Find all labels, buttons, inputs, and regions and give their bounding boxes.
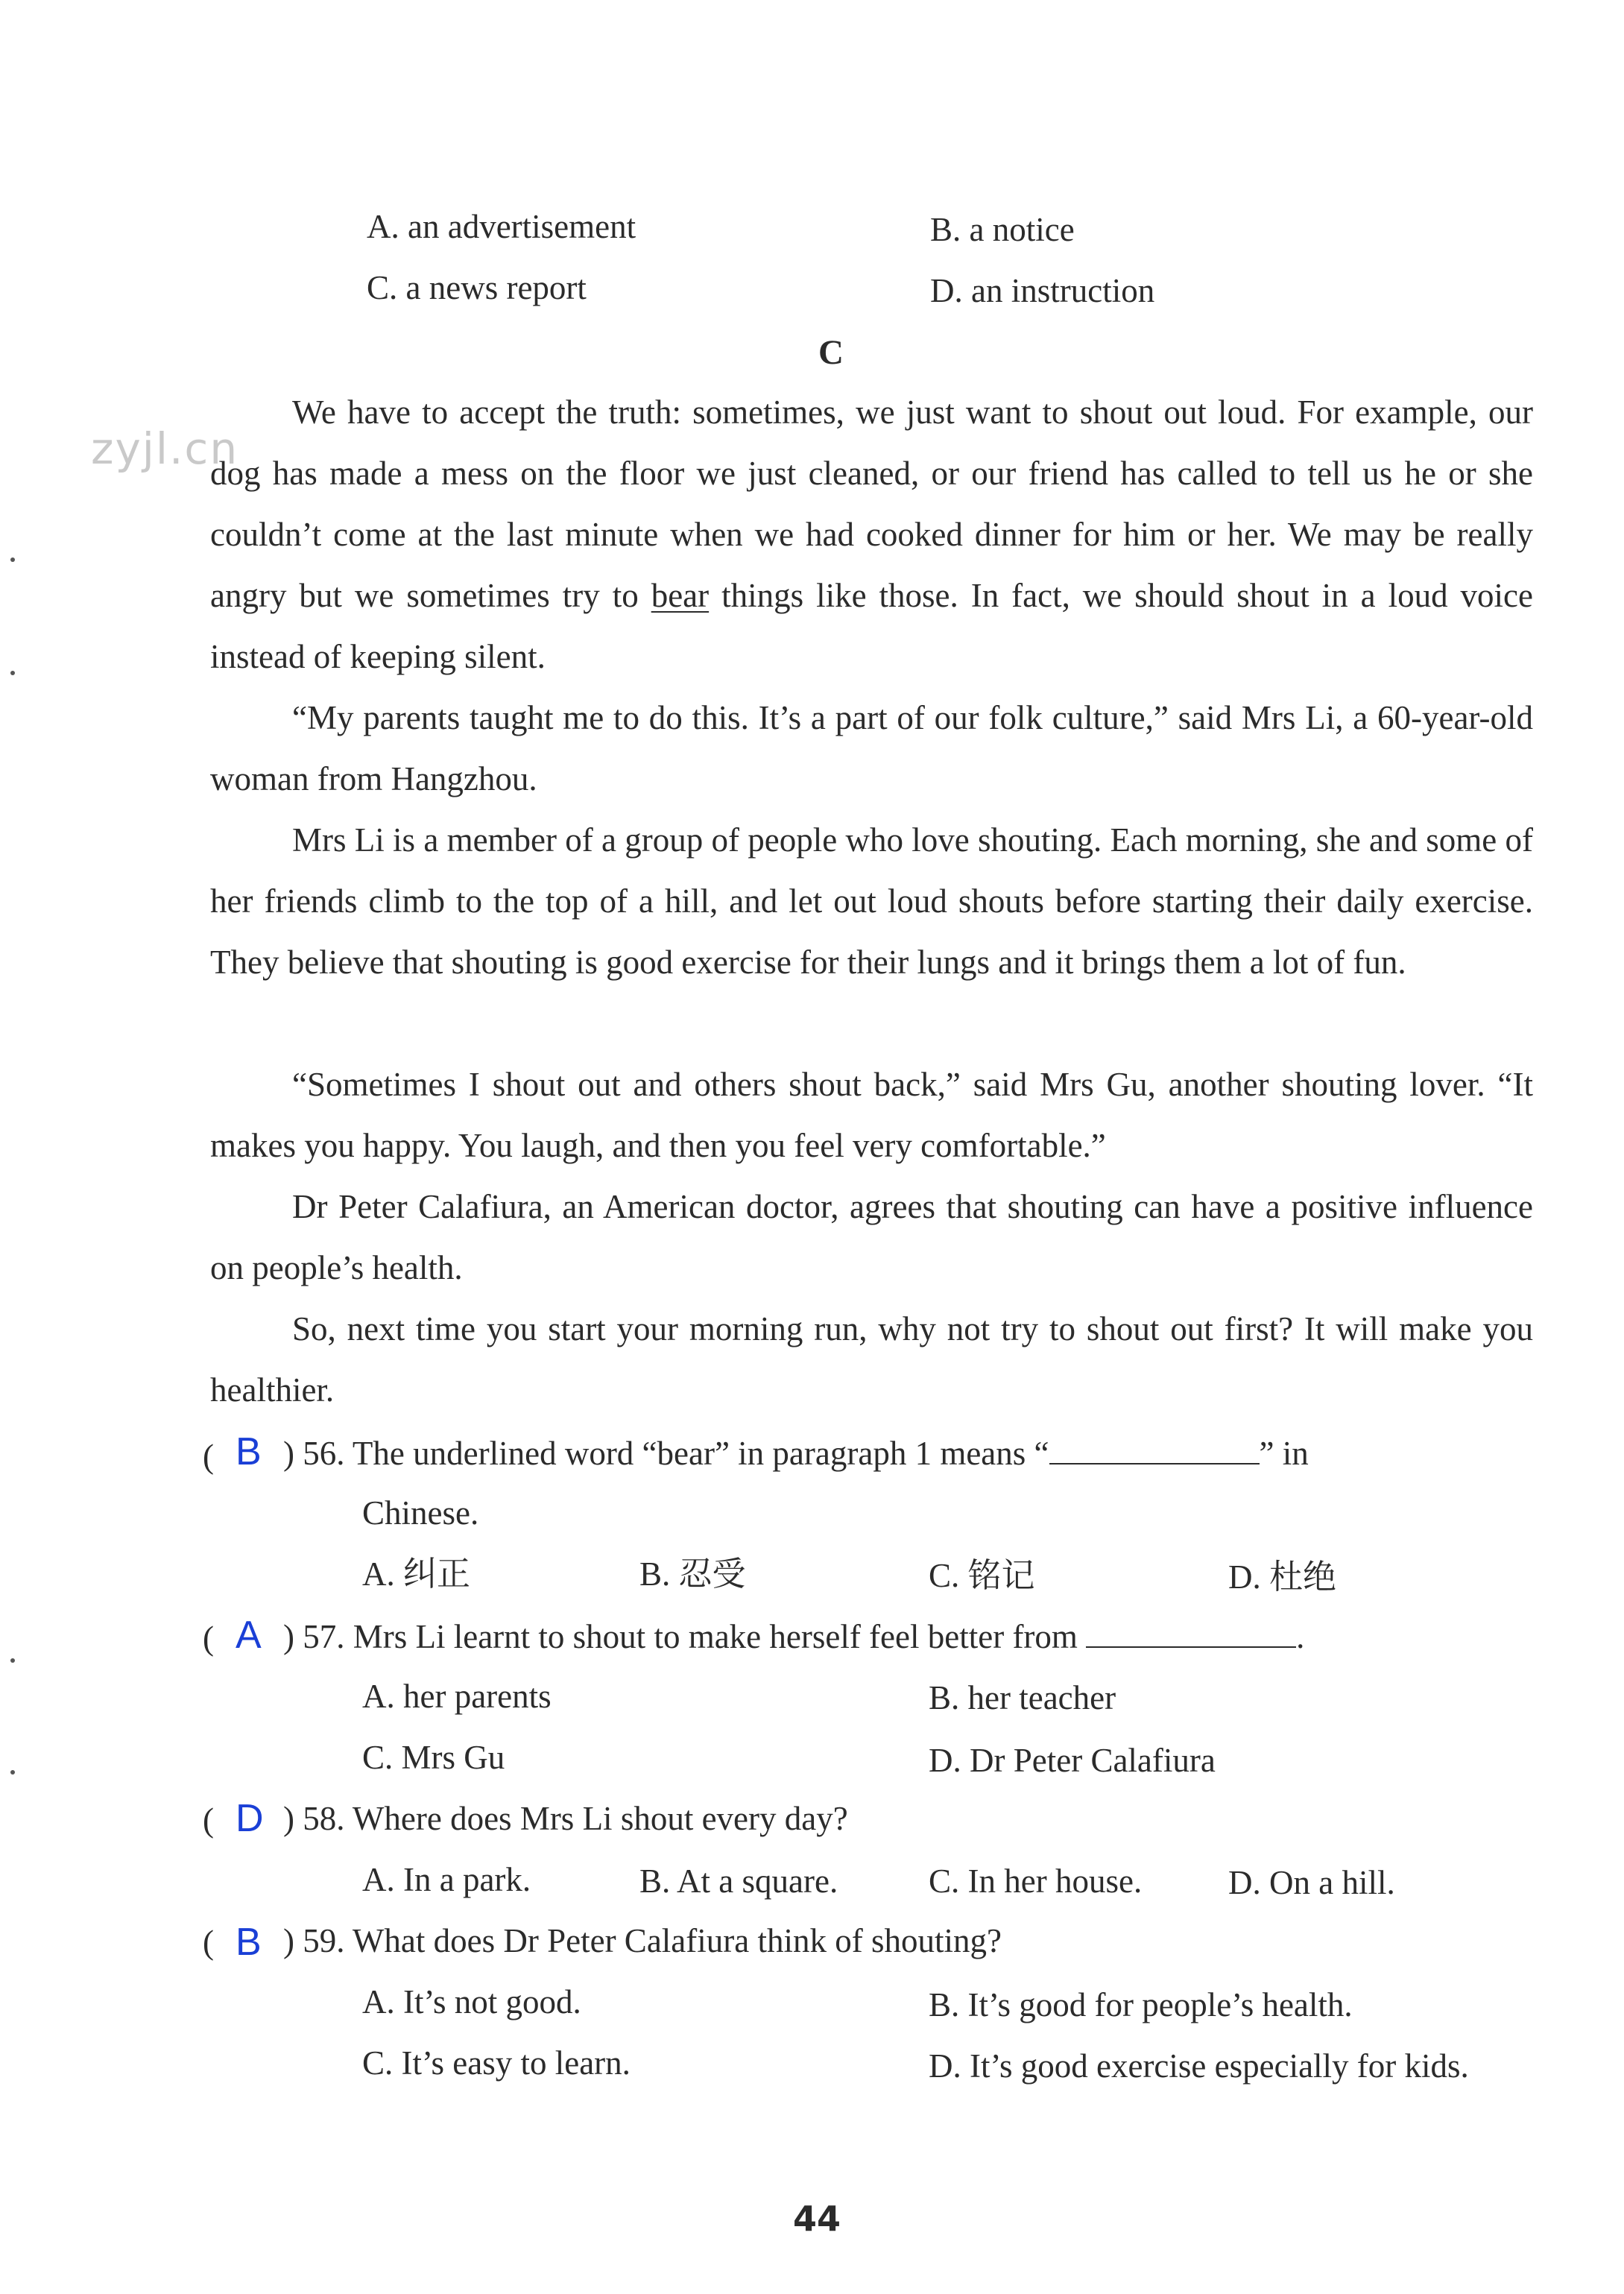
option-c: C. It’s easy to learn. [362,2044,631,2082]
prev-option-d: D. an instruction [930,272,1155,309]
answer-blank [1049,1460,1260,1464]
option-d: D. It’s good exercise especially for kids. [929,2047,1469,2085]
answer-blank [1086,1643,1296,1648]
option-d: D. Dr Peter Calafiura [929,1742,1216,1779]
paragraph-1-text-end: things like those. In fact, we should shout in a loud voice instead of keeping silent. [210,577,1533,675]
margin-dot [10,1770,15,1775]
option-b: B. At a square. [639,1862,838,1900]
watermark-logo: zyjl.cn [91,423,239,474]
passage-paragraph-6: So, next time you start your morning run, why not try to shout out first? It will make you healthier. [210,1310,1533,1409]
paragraph-1-text-start: We have to accept the truth: sometimes, we just want to shout out loud. For example, our dog has made a mess on the floor we just cleaned, or our friend has called to tell us he or she couldn’t come at the last minute when we had cooked dinner for him or her. We may be really angry but we sometimes try to [210,394,1533,614]
option-a: A. 纠正 [362,1555,470,1593]
question-stem [283,1620,1304,1654]
answer-mark: A [236,1614,262,1657]
margin-dot [10,1658,15,1663]
margin-dot [10,557,15,562]
answer-mark: B [236,1921,262,1964]
option-d: D. On a hill. [1228,1864,1395,1901]
passage-paragraph-1 [210,382,1533,687]
option-c: C. Mrs Gu [362,1739,505,1776]
passage-paragraph-3: Mrs Li is a member of a group of people who love shouting. Each morning, she and some of her friends climb to the top of a hill, and let out loud shouts before starting their daily exercise. They believe that shouting is good exercise for their lungs and it brings them a lot of fun. [210,821,1533,981]
answer-mark: B [236,1430,262,1473]
margin-dot [10,671,15,675]
passage-paragraph-4: “Sometimes I shout out and others shout back,” said Mrs Gu, another shouting lover. “It makes you happy. You laugh, and then you feel very comfortable.” [210,1066,1533,1164]
question-stem-start: ) 57. Mrs Li learnt to shout to make herself feel better from [283,1618,1087,1655]
section-heading: C [818,333,844,372]
answer-mark: D [236,1797,264,1840]
underlined-word-bear: bear [651,577,710,614]
prev-option-a: A. an advertisement [367,208,636,245]
prev-option-c: C. a news report [367,269,587,306]
question-stem [283,1437,1309,1470]
option-d: D. 杜绝 [1228,1558,1336,1596]
question-stem: ) 59. What does Dr Peter Calafiura think of shouting? [283,1922,1002,1959]
option-a: A. her parents [362,1678,552,1715]
question-stem-end: ” in [1259,1435,1309,1472]
option-a: A. It’s not good. [362,1983,581,2020]
option-c: C. 铭记 [929,1557,1035,1594]
prev-option-b: B. a notice [930,211,1075,248]
question-stem: ) 58. Where does Mrs Li shout every day? [283,1800,848,1837]
option-b: B. It’s good for people’s health. [929,1986,1353,2023]
question-stem-end: . [1296,1618,1305,1655]
option-b: B. her teacher [929,1679,1116,1716]
passage-paragraph-2: “My parents taught me to do this. It’s a part of our folk culture,” said Mrs Li, a 60-year-old woman from Hangzhou. [210,699,1533,797]
passage-paragraph-5: Dr Peter Calafiura, an American doctor, agrees that shouting can have a positive influence on people’s health. [210,1188,1533,1286]
question-paren: ( [203,1924,214,1961]
question-paren: ( [203,1438,214,1475]
option-a: A. In a park. [362,1861,531,1898]
option-b: B. 忍受 [639,1555,746,1593]
question-paren: ( [203,1620,214,1657]
option-c: C. In her house. [929,1862,1143,1900]
question-stem-line-2: Chinese. [362,1494,479,1532]
page-number: 44 [793,2199,841,2239]
question-stem-start: ) 56. The underlined word “bear” in paragraph 1 means “ [283,1435,1049,1472]
question-paren: ( [203,1801,214,1839]
